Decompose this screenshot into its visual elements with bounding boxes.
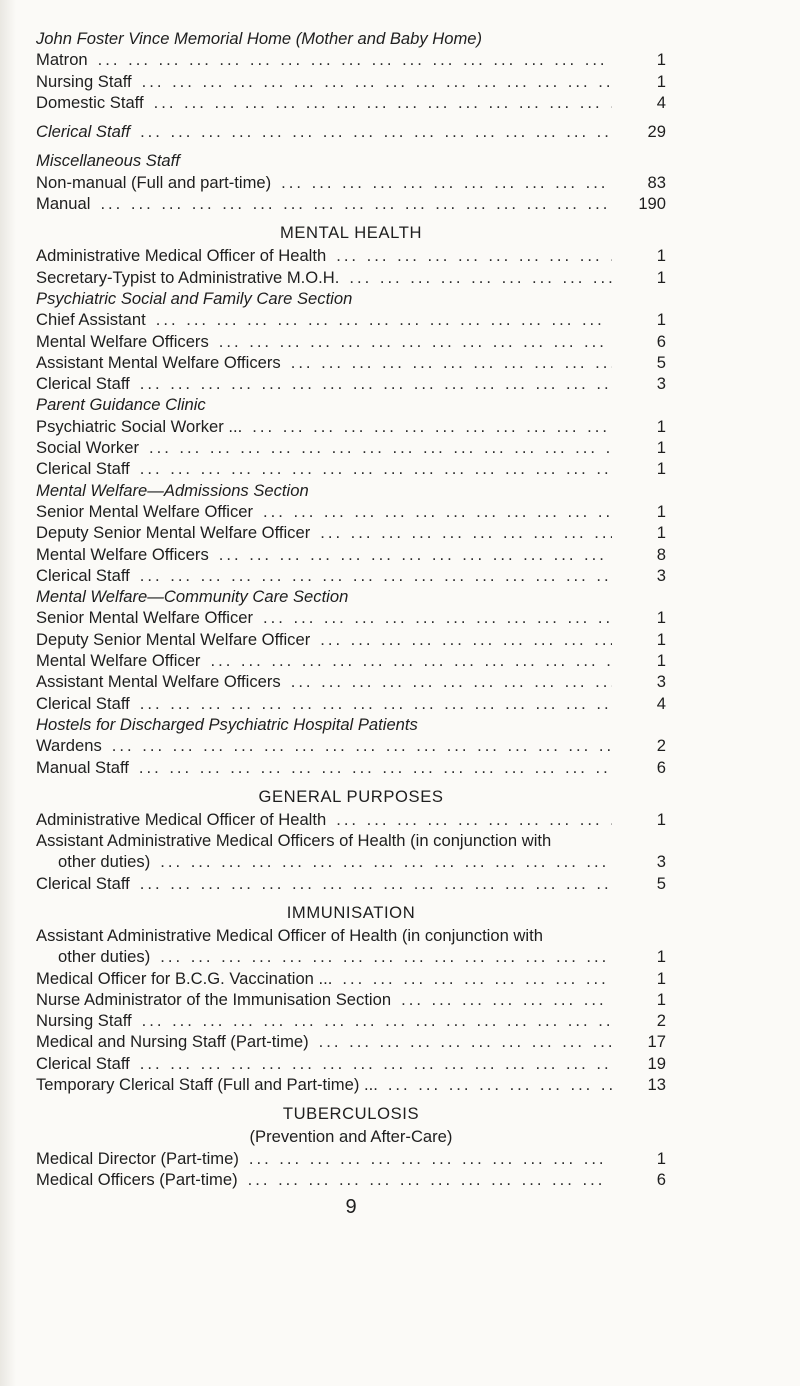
staff-count: 4	[656, 92, 666, 112]
leader-dots	[336, 245, 612, 266]
staff-row	[36, 267, 666, 288]
leader-dots	[139, 757, 612, 778]
staff-role: Assistant Mental Welfare Officers	[36, 672, 281, 692]
staff-row	[36, 629, 666, 650]
staff-role: Mental Welfare Officers	[36, 544, 209, 564]
staff-row	[36, 968, 666, 989]
leader-dots	[291, 352, 612, 373]
document-page	[36, 28, 666, 1220]
staff-row	[36, 1031, 666, 1052]
staff-role: Non-manual (Full and part-time)	[36, 172, 272, 192]
staff-role: Administrative Medical Officer of Health	[36, 246, 327, 266]
staff-count: 83	[647, 172, 666, 192]
staff-role: Wardens	[36, 736, 102, 756]
staff-row	[36, 172, 666, 193]
staff-count: 5	[656, 352, 666, 372]
leader-dots	[112, 735, 612, 756]
staff-row	[36, 873, 666, 894]
staff-count: 1	[656, 523, 666, 543]
staff-row	[36, 71, 666, 92]
group-subheading: Parent Guidance Clinic	[36, 395, 206, 415]
staff-row	[36, 1010, 666, 1031]
section-heading: MENTAL HEALTH	[279, 223, 423, 243]
leader-dots	[349, 267, 612, 288]
staff-role: Clerical Staff	[36, 693, 130, 713]
staff-count: 1	[656, 651, 666, 671]
staff-row	[36, 121, 666, 142]
staff-row	[36, 458, 666, 479]
section-subtitle: (Prevention and After-Care)	[249, 1127, 453, 1147]
leader-dots	[154, 92, 612, 113]
staff-role: Social Worker	[36, 438, 139, 458]
staff-count: 3	[656, 565, 666, 585]
leader-dots	[142, 71, 612, 92]
staff-count: 1	[656, 50, 666, 70]
staff-row	[36, 1148, 666, 1169]
group-subheading: Mental Welfare—Admissions Section	[36, 480, 309, 500]
staff-count: 1	[656, 416, 666, 436]
leader-dots	[320, 629, 612, 650]
staff-count: 2	[656, 1011, 666, 1031]
staff-role: Clerical Staff	[36, 565, 130, 585]
leader-dots	[291, 671, 612, 692]
leader-dots	[336, 809, 612, 830]
staff-row	[36, 331, 666, 352]
staff-row	[36, 544, 666, 565]
staff-role: Manual Staff	[36, 757, 129, 777]
staff-row	[36, 757, 666, 778]
leader-dots	[320, 522, 612, 543]
leader-dots	[140, 1053, 612, 1074]
staff-row	[36, 352, 666, 373]
staff-count: 6	[656, 331, 666, 351]
spacer	[36, 142, 666, 150]
spacer	[36, 113, 666, 121]
staff-role: Senior Mental Welfare Officer	[36, 608, 254, 628]
staff-role: Manual	[36, 194, 91, 214]
staff-row	[36, 650, 666, 671]
staff-row	[36, 92, 666, 113]
staff-row	[36, 309, 666, 330]
page-number: 9	[345, 1196, 357, 1219]
staff-count: 19	[647, 1053, 666, 1073]
group-subheading: Mental Welfare—Community Care Section	[36, 587, 349, 607]
staff-count: 1	[656, 809, 666, 829]
staff-role: Medical Officers (Part-time)	[36, 1169, 238, 1189]
staff-role: Medical Director (Part-time)	[36, 1148, 239, 1168]
staff-row	[36, 49, 666, 70]
staff-role: Deputy Senior Mental Welfare Officer	[36, 523, 311, 543]
staff-row	[36, 989, 666, 1010]
leader-dots	[140, 121, 612, 142]
leader-dots	[98, 49, 612, 70]
staff-count: 1	[656, 246, 666, 266]
staff-count: 3	[656, 672, 666, 692]
group-subheading: Hostels for Discharged Psychiatric Hospital Patients	[36, 714, 418, 734]
staff-role: Clerical Staff	[36, 873, 130, 893]
leader-dots	[388, 1074, 612, 1095]
leader-dots	[249, 1148, 612, 1169]
leader-dots	[140, 565, 612, 586]
leader-dots	[210, 650, 612, 671]
section-heading: IMMUNISATION	[286, 902, 416, 922]
staff-count: 2	[656, 736, 666, 756]
staff-count: 13	[647, 1075, 666, 1095]
staff-count: 1	[656, 608, 666, 628]
staff-count: 3	[656, 852, 666, 872]
staff-role: Clerical Staff	[36, 459, 130, 479]
staff-role: Nurse Administrator of the Immunisation Section	[36, 989, 392, 1009]
leader-dots	[140, 458, 612, 479]
leader-dots	[219, 331, 612, 352]
staff-count: 29	[647, 122, 666, 142]
staff-count: 1	[656, 310, 666, 330]
leader-dots	[149, 437, 612, 458]
leader-dots	[248, 1169, 612, 1190]
staff-row	[36, 809, 666, 830]
leader-dots	[263, 501, 612, 522]
staff-role: other duties)	[58, 947, 151, 967]
staff-role: Deputy Senior Mental Welfare Officer	[36, 629, 311, 649]
section-heading: TUBERCULOSIS	[282, 1104, 420, 1124]
leader-dots	[140, 873, 612, 894]
staff-count: 1	[656, 501, 666, 521]
staff-role: Chief Assistant	[36, 310, 146, 330]
staff-row	[36, 373, 666, 394]
staff-role: Medical and Nursing Staff (Part-time)	[36, 1032, 309, 1052]
staff-role: Mental Welfare Officers	[36, 331, 209, 351]
leader-dots	[401, 989, 612, 1010]
staff-count: 190	[638, 194, 666, 214]
staff-role: Matron	[36, 50, 88, 70]
staff-count: 1	[656, 947, 666, 967]
staff-count: 3	[656, 374, 666, 394]
staff-row	[36, 565, 666, 586]
section-heading: GENERAL PURPOSES	[258, 786, 444, 806]
group-subheading: John Foster Vince Memorial Home (Mother and Baby Home)	[36, 29, 483, 48]
leader-dots	[100, 193, 612, 214]
staff-role: Clerical Staff	[36, 374, 130, 394]
staff-role: Psychiatric Social Worker ...	[36, 416, 243, 436]
staff-count: 1	[656, 438, 666, 458]
staff-row	[36, 501, 666, 522]
staff-count: 1	[656, 629, 666, 649]
staff-role: Administrative Medical Officer of Health	[36, 809, 327, 829]
staff-count: 1	[656, 71, 666, 91]
staff-row	[36, 735, 666, 756]
leader-dots	[263, 607, 612, 628]
leader-dots	[219, 544, 612, 565]
leader-dots	[142, 1010, 612, 1031]
leader-dots	[156, 309, 612, 330]
entry-label-lead: Assistant Administrative Medical Officers of Health (in conjunction with	[36, 831, 552, 851]
staff-row	[36, 671, 666, 692]
staff-count: 1	[656, 1148, 666, 1168]
staff-role: Mental Welfare Officer	[36, 651, 201, 671]
staff-role: Nursing Staff	[36, 71, 132, 91]
staff-row	[36, 851, 666, 872]
staff-role: Domestic Staff	[36, 92, 144, 112]
group-subheading: Psychiatric Social and Family Care Section	[36, 288, 353, 308]
leader-dots	[160, 946, 612, 967]
staff-role: Nursing Staff	[36, 1011, 132, 1031]
staff-row	[36, 522, 666, 543]
staff-count: 1	[656, 267, 666, 287]
staff-count: 4	[656, 693, 666, 713]
leader-dots	[140, 373, 612, 394]
group-subheading: Miscellaneous Staff	[36, 151, 180, 171]
leader-dots	[140, 693, 612, 714]
entry-label-lead: Assistant Administrative Medical Officer of Health (in conjunction with	[36, 925, 543, 945]
leader-dots	[319, 1031, 612, 1052]
staff-count: 1	[656, 459, 666, 479]
staff-role: Secretary-Typist to Administrative M.O.H.	[36, 267, 340, 287]
staff-count: 1	[656, 989, 666, 1009]
staff-role: Clerical Staff	[36, 122, 131, 142]
staff-row	[36, 245, 666, 266]
staff-row	[36, 1169, 666, 1190]
staff-row	[36, 946, 666, 967]
staff-role: Temporary Clerical Staff (Full and Part-time) ...	[36, 1075, 378, 1095]
staff-row	[36, 416, 666, 437]
leader-dots	[342, 968, 612, 989]
staff-role: Assistant Mental Welfare Officers	[36, 352, 281, 372]
staff-row	[36, 193, 666, 214]
staff-row	[36, 693, 666, 714]
staff-role: Clerical Staff	[36, 1053, 130, 1073]
staff-count: 17	[647, 1032, 666, 1052]
staff-count: 8	[656, 544, 666, 564]
staff-row	[36, 1053, 666, 1074]
staff-count: 1	[656, 968, 666, 988]
staff-role: Medical Officer for B.C.G. Vaccination ...	[36, 968, 333, 988]
staff-count: 6	[656, 1169, 666, 1189]
staff-row	[36, 1074, 666, 1095]
staff-count: 6	[656, 757, 666, 777]
page-edge-shadow	[0, 0, 16, 1386]
staff-role: other duties)	[58, 852, 151, 872]
leader-dots	[160, 851, 612, 872]
staff-role: Senior Mental Welfare Officer	[36, 501, 254, 521]
leader-dots	[281, 172, 612, 193]
staff-row	[36, 437, 666, 458]
leader-dots	[252, 416, 612, 437]
staff-count: 5	[656, 873, 666, 893]
staff-row	[36, 607, 666, 628]
